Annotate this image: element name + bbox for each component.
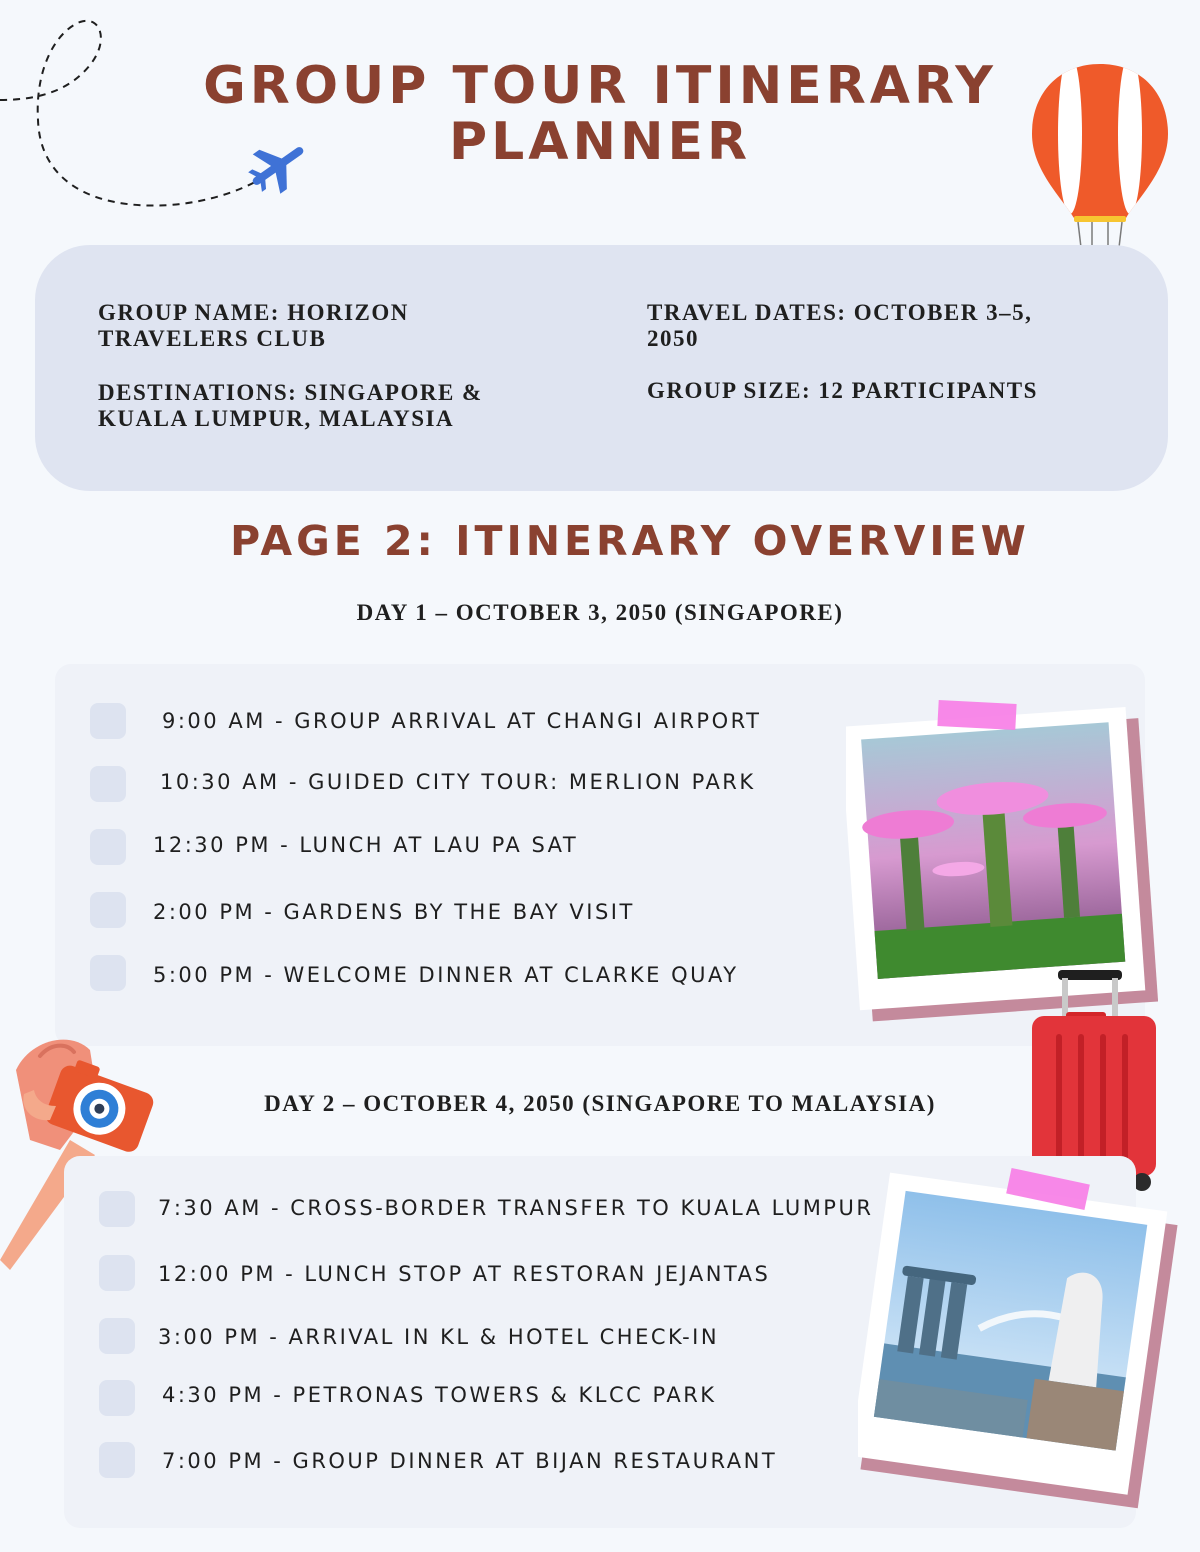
checkbox[interactable] — [99, 1442, 135, 1478]
day-1-item — [90, 827, 850, 867]
checkbox[interactable] — [99, 1255, 135, 1291]
title-line-2: PLANNER — [448, 112, 752, 172]
item-text: 9:00 AM - GROUP ARRIVAL AT CHANGI AIRPORT — [162, 709, 762, 733]
day-2-item — [99, 1378, 899, 1418]
travel-dates: TRAVEL DATES: OCTOBER 3–5, 2050 — [647, 300, 1033, 351]
item-text: 7:00 PM - GROUP DINNER AT BIJAN RESTAURANT — [162, 1449, 778, 1473]
item-text: 2:00 PM - GARDENS BY THE BAY VISIT — [153, 900, 635, 924]
checkbox[interactable] — [90, 892, 126, 928]
checkbox[interactable] — [99, 1318, 135, 1354]
item-text: 10:30 AM - GUIDED CITY TOUR: MERLION PARK — [160, 770, 756, 794]
item-text: 12:00 PM - LUNCH STOP AT RESTORAN JEJANTAS — [158, 1262, 771, 1286]
page-title — [150, 58, 1050, 170]
checkbox[interactable] — [90, 955, 126, 991]
checkbox[interactable] — [99, 1380, 135, 1416]
day-2-item — [99, 1253, 899, 1293]
title-line-1: GROUP TOUR ITINERARY — [203, 56, 997, 116]
day-2-title: DAY 2 – OCTOBER 4, 2050 (SINGAPORE TO MALAYSIA) — [264, 1091, 936, 1116]
itinerary-overview-title: PAGE 2: ITINERARY OVERVIEW — [230, 517, 1030, 565]
day-2-item — [99, 1189, 899, 1229]
group-name: GROUP NAME: HORIZON TRAVELERS CLUB — [98, 300, 409, 351]
item-text: 7:30 AM - CROSS-BORDER TRANSFER TO KUALA LUMPUR — [158, 1196, 874, 1220]
group-size: GROUP SIZE: 12 PARTICIPANTS — [647, 378, 1038, 403]
checkbox[interactable] — [99, 1191, 135, 1227]
checkbox[interactable] — [90, 829, 126, 865]
destinations: DESTINATIONS: SINGAPORE & KUALA LUMPUR, MALAYSIA — [98, 380, 483, 431]
day-1-item — [90, 764, 850, 804]
group-info-card — [35, 245, 1168, 491]
item-text: 5:00 PM - WELCOME DINNER AT CLARKE QUAY — [153, 963, 739, 987]
day-2-item — [99, 1440, 899, 1480]
day-2-item — [99, 1316, 899, 1356]
day-1-title: DAY 1 – OCTOBER 3, 2050 (SINGAPORE) — [356, 600, 844, 625]
day-1-item — [90, 953, 850, 993]
day-1-item — [90, 701, 850, 741]
item-text: 4:30 PM - PETRONAS TOWERS & KLCC PARK — [162, 1383, 717, 1407]
checkbox[interactable] — [90, 766, 126, 802]
checkbox[interactable] — [90, 703, 126, 739]
day-1-item — [90, 890, 850, 930]
item-text: 3:00 PM - ARRIVAL IN KL & HOTEL CHECK-IN — [158, 1325, 720, 1349]
merlion-photo — [858, 1162, 1178, 1512]
item-text: 12:30 PM - LUNCH AT LAU PA SAT — [153, 833, 579, 857]
